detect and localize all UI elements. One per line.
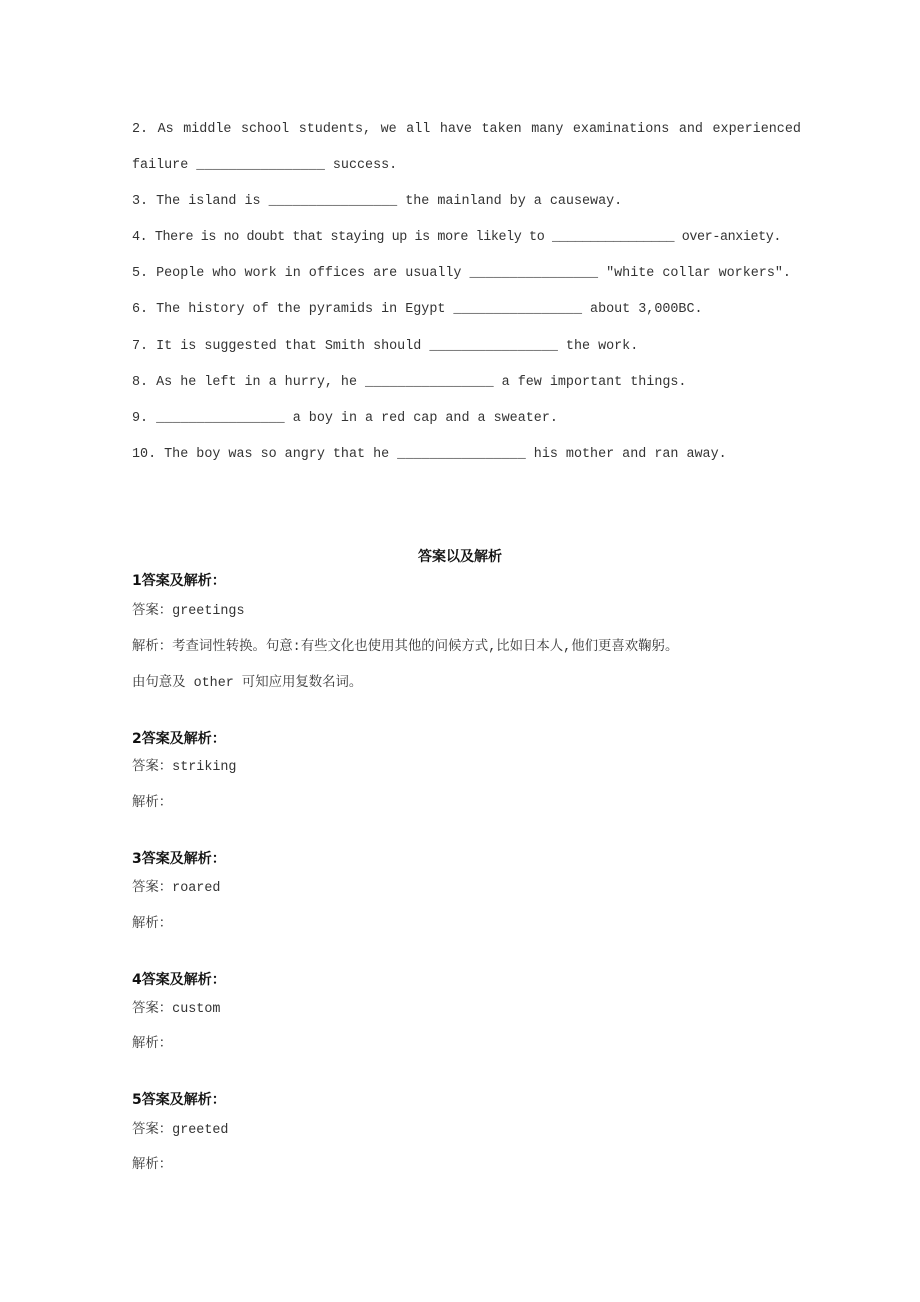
analysis-text: 解析： — [132, 1037, 173, 1052]
question-line: failure ________________ success. — [132, 158, 398, 173]
answers-title: 答案以及解析 — [418, 549, 502, 565]
analysis-text: 解析： — [132, 796, 173, 811]
answer-heading: 1答案及解析： — [132, 573, 226, 589]
answer-text: 答案：striking — [132, 760, 237, 775]
question-line: 2. As middle school students, we all have taken many examinations and experienced — [132, 122, 801, 137]
answer-text: 答案：greetings — [132, 604, 245, 619]
question-line: 6. The history of the pyramids in Egypt ________________ about 3,000BC. — [132, 302, 703, 317]
analysis-text: 解析： — [132, 917, 173, 932]
answer-heading: 5答案及解析： — [132, 1092, 226, 1108]
answer-heading: 3答案及解析： — [132, 851, 226, 867]
analysis-text: 解析： — [132, 1158, 173, 1173]
question-line: 5. People who work in offices are usually ________________ "white collar workers". — [132, 266, 791, 281]
question-line: 8. As he left in a hurry, he ________________ a few important things. — [132, 375, 687, 390]
answer-text: 答案：custom — [132, 1002, 221, 1017]
question-line: 7. It is suggested that Smith should ________________ the work. — [132, 339, 639, 354]
question-line: 10. The boy was so angry that he ________________ his mother and ran away. — [132, 447, 727, 462]
answer-text: 答案：roared — [132, 881, 221, 896]
answer-heading: 2答案及解析： — [132, 731, 226, 747]
analysis-text: 由句意及 other 可知应用复数名词。 — [132, 676, 363, 691]
question-line: 9. ________________ a boy in a red cap and a sweater. — [132, 411, 558, 426]
question-line: 3. The island is ________________ the mainland by a causeway. — [132, 194, 623, 209]
answer-text: 答案：greeted — [132, 1123, 229, 1138]
answer-heading: 4答案及解析： — [132, 972, 226, 988]
question-line: 4. There is no doubt that staying up is more likely to ________________ over-anxiety. — [132, 230, 782, 245]
analysis-text: 解析：考查词性转换。句意:有些文化也使用其他的问候方式,比如日本人,他们更喜欢鞠躬。 — [132, 640, 679, 655]
